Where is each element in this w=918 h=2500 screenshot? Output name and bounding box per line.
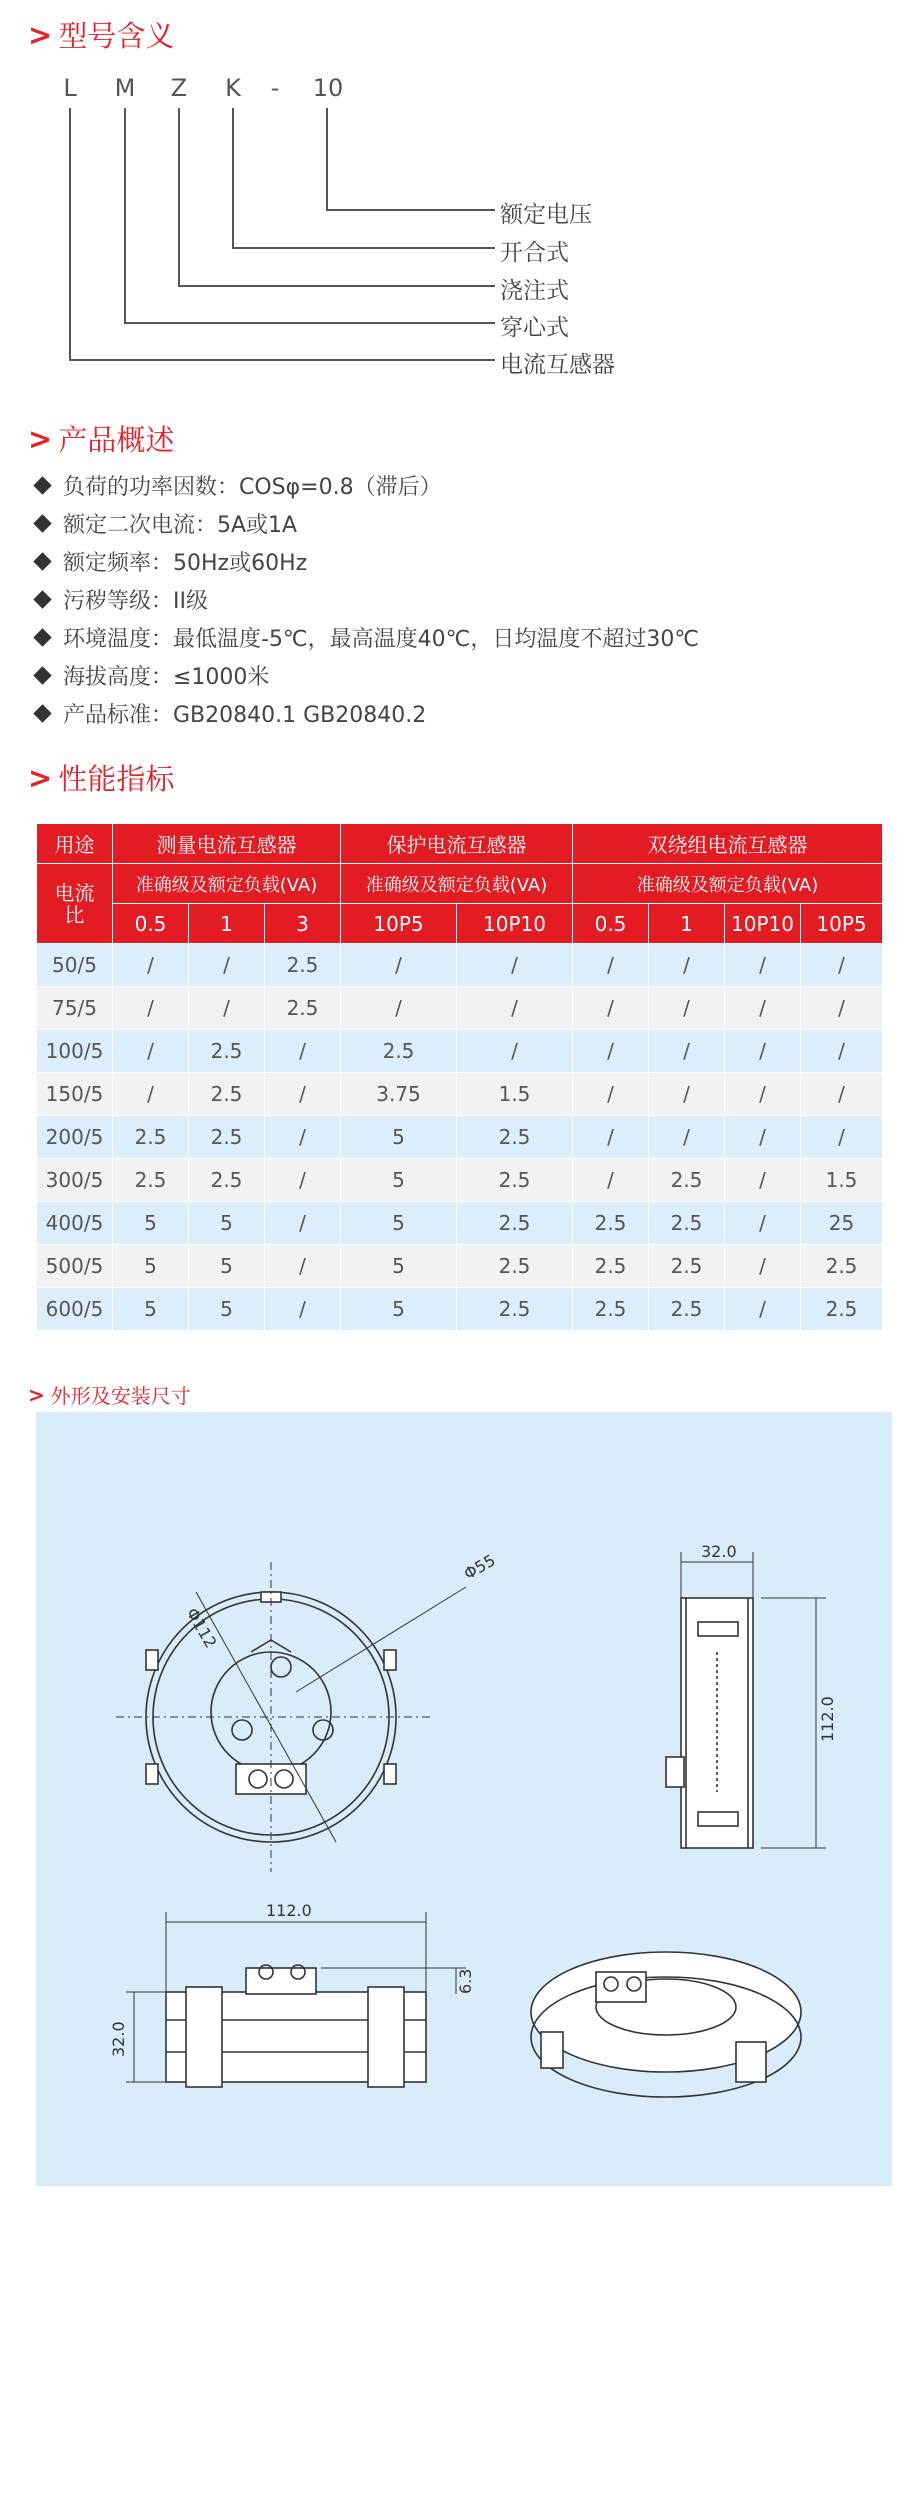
value-cell: 1.5 — [457, 1073, 573, 1116]
subcolumn-header: 10P10 — [457, 904, 573, 944]
value-cell: / — [649, 987, 725, 1030]
list-item: 海拔高度：≤1000米 — [30, 656, 699, 694]
dim-label-plan-width: 112.0 — [266, 1901, 312, 1920]
header-ratio: 电流比 — [37, 864, 113, 944]
model-meaning-cast: 浇注式 — [500, 278, 569, 304]
list-item: 产品标准：GB20840.1 GB20840.2 — [30, 694, 699, 732]
value-cell: 5 — [113, 1245, 189, 1288]
value-cell: / — [265, 1030, 341, 1073]
model-code-dash: - — [270, 74, 280, 102]
header-group-dual: 双绕组电流互感器 — [573, 824, 883, 864]
value-cell: / — [573, 1030, 649, 1073]
header-accuracy-measuring: 准确级及额定负载(VA) — [113, 864, 341, 904]
table-row — [37, 1245, 883, 1288]
value-cell: / — [725, 1159, 801, 1202]
model-meaning-voltage: 额定电压 — [500, 202, 592, 228]
value-cell: 5 — [113, 1202, 189, 1245]
table-row — [37, 987, 883, 1030]
model-code-m: M — [114, 74, 136, 102]
dim-label-d112: Φ112 — [182, 1604, 221, 1652]
value-cell: / — [341, 944, 457, 987]
value-cell: / — [573, 1073, 649, 1116]
value-cell: 2.5 — [457, 1202, 573, 1245]
value-cell: / — [649, 944, 725, 987]
value-cell: 2.5 — [801, 1288, 883, 1331]
subcolumn-header: 1 — [649, 904, 725, 944]
model-meaning-through: 穿心式 — [500, 315, 569, 341]
model-code-voltage: 10 — [312, 74, 344, 102]
value-cell: 1.5 — [801, 1159, 883, 1202]
value-cell: / — [457, 944, 573, 987]
value-cell: / — [801, 1030, 883, 1073]
value-cell: 2.5 — [649, 1159, 725, 1202]
value-cell: / — [265, 1073, 341, 1116]
performance-table — [36, 823, 883, 1331]
overview-list — [30, 466, 699, 732]
chevron-right-icon: > — [28, 17, 53, 52]
header-accuracy-protection: 准确级及额定负载(VA) — [341, 864, 573, 904]
model-code-l: L — [63, 74, 77, 102]
ratio-cell: 600/5 — [37, 1288, 113, 1331]
value-cell: / — [265, 1116, 341, 1159]
value-cell: 5 — [341, 1159, 457, 1202]
value-cell: / — [457, 1030, 573, 1073]
table-row — [37, 944, 883, 987]
value-cell: / — [801, 1116, 883, 1159]
subcolumn-header: 0.5 — [113, 904, 189, 944]
header-accuracy-dual: 准确级及额定负载(VA) — [573, 864, 883, 904]
value-cell: / — [265, 1245, 341, 1288]
model-leader-lines — [0, 0, 918, 400]
value-cell: 5 — [113, 1288, 189, 1331]
value-cell: 5 — [189, 1288, 265, 1331]
value-cell: / — [725, 1288, 801, 1331]
list-item: 环境温度：最低温度-5℃，最高温度40℃，日均温度不超过30℃ — [30, 618, 699, 656]
value-cell: / — [801, 987, 883, 1030]
plan-view — [126, 1912, 466, 2087]
value-cell: / — [725, 1245, 801, 1288]
value-cell: / — [649, 1073, 725, 1116]
ratio-cell: 500/5 — [37, 1245, 113, 1288]
value-cell: 2.5 — [113, 1159, 189, 1202]
ratio-cell: 200/5 — [37, 1116, 113, 1159]
value-cell: / — [649, 1116, 725, 1159]
value-cell: / — [573, 1159, 649, 1202]
ratio-cell: 300/5 — [37, 1159, 113, 1202]
table-row — [37, 1030, 883, 1073]
value-cell: / — [725, 1202, 801, 1245]
subcolumn-header: 3 — [265, 904, 341, 944]
value-cell: / — [265, 1288, 341, 1331]
dim-label-side-height: 112.0 — [818, 1696, 837, 1742]
value-cell: / — [113, 944, 189, 987]
subcolumn-header: 1 — [189, 904, 265, 944]
ratio-cell: 50/5 — [37, 944, 113, 987]
value-cell: / — [113, 987, 189, 1030]
diamond-bullet-icon — [33, 552, 51, 570]
table-row — [37, 1288, 883, 1331]
value-cell: 2.5 — [649, 1288, 725, 1331]
model-code-k: K — [225, 74, 241, 102]
model-meaning-split: 开合式 — [500, 240, 569, 266]
value-cell: / — [573, 987, 649, 1030]
value-cell: / — [801, 944, 883, 987]
value-cell: 2.5 — [457, 1116, 573, 1159]
value-cell: / — [341, 987, 457, 1030]
list-item: 污秽等级：II级 — [30, 580, 699, 618]
value-cell: 2.5 — [649, 1245, 725, 1288]
list-item: 额定频率：50Hz或60Hz — [30, 542, 699, 580]
value-cell: 25 — [801, 1202, 883, 1245]
subcolumn-header-row — [37, 904, 883, 944]
table-row — [37, 1202, 883, 1245]
value-cell: 2.5 — [189, 1030, 265, 1073]
value-cell: / — [725, 987, 801, 1030]
technical-drawing — [36, 1412, 892, 2186]
value-cell: 2.5 — [649, 1202, 725, 1245]
value-cell: / — [573, 1116, 649, 1159]
chevron-right-icon: > — [28, 1382, 45, 1407]
value-cell: 2.5 — [457, 1245, 573, 1288]
table-row — [37, 1116, 883, 1159]
subcolumn-header: 0.5 — [573, 904, 649, 944]
dim-label-side-width: 32.0 — [701, 1542, 737, 1561]
ratio-cell: 100/5 — [37, 1030, 113, 1073]
header-use: 用途 — [37, 824, 113, 864]
value-cell: 5 — [189, 1202, 265, 1245]
model-code-z: Z — [170, 74, 188, 102]
dim-label-d55: Φ55 — [460, 1550, 499, 1584]
value-cell: / — [265, 1159, 341, 1202]
diamond-bullet-icon — [33, 476, 51, 494]
section-title-dimensions: > 外形及安装尺寸 — [28, 1382, 191, 1408]
value-cell: 2.5 — [573, 1202, 649, 1245]
value-cell: / — [113, 1073, 189, 1116]
value-cell: 2.5 — [573, 1288, 649, 1331]
section-title-model: > 型号含义 — [28, 17, 175, 53]
diamond-bullet-icon — [33, 628, 51, 646]
value-cell: 2.5 — [189, 1116, 265, 1159]
subcolumn-header: 10P10 — [725, 904, 801, 944]
value-cell: 2.5 — [113, 1116, 189, 1159]
list-item: 负荷的功率因数：COSφ=0.8（滞后） — [30, 466, 699, 504]
section-title-overview: > 产品概述 — [28, 421, 175, 457]
isometric-view — [531, 1952, 801, 2097]
value-cell: 5 — [341, 1245, 457, 1288]
value-cell: / — [801, 1073, 883, 1116]
header-group-protection: 保护电流互感器 — [341, 824, 573, 864]
ratio-cell: 400/5 — [37, 1202, 113, 1245]
diamond-bullet-icon — [33, 666, 51, 684]
value-cell: 5 — [341, 1116, 457, 1159]
value-cell: / — [265, 1202, 341, 1245]
value-cell: 2.5 — [189, 1159, 265, 1202]
dim-label-terminal: 6.3 — [456, 1968, 475, 1994]
value-cell: / — [725, 944, 801, 987]
value-cell: 2.5 — [801, 1245, 883, 1288]
value-cell: 5 — [341, 1202, 457, 1245]
value-cell: / — [725, 1073, 801, 1116]
value-cell: 2.5 — [573, 1245, 649, 1288]
value-cell: / — [649, 1030, 725, 1073]
diamond-bullet-icon — [33, 704, 51, 722]
subcolumn-header: 10P5 — [341, 904, 457, 944]
dimension-drawing-panel — [36, 1412, 892, 2186]
diamond-bullet-icon — [33, 590, 51, 608]
chevron-right-icon: > — [28, 421, 53, 456]
value-cell: 2.5 — [189, 1073, 265, 1116]
value-cell: / — [725, 1030, 801, 1073]
chevron-right-icon: > — [28, 760, 53, 795]
value-cell: 5 — [341, 1288, 457, 1331]
model-meaning-ct: 电流互感器 — [500, 352, 615, 378]
value-cell: / — [113, 1030, 189, 1073]
side-view — [666, 1552, 826, 1848]
value-cell: 2.5 — [265, 987, 341, 1030]
table-row — [37, 1073, 883, 1116]
subcolumn-header: 10P5 — [801, 904, 883, 944]
value-cell: / — [573, 944, 649, 987]
ratio-cell: 75/5 — [37, 987, 113, 1030]
value-cell: / — [457, 987, 573, 1030]
dim-label-plan-thickness: 32.0 — [109, 2021, 128, 2057]
list-item: 额定二次电流：5A或1A — [30, 504, 699, 542]
table-row — [37, 1159, 883, 1202]
table-body — [37, 944, 883, 1331]
value-cell: 2.5 — [457, 1159, 573, 1202]
value-cell: / — [725, 1116, 801, 1159]
value-cell: 2.5 — [457, 1288, 573, 1331]
value-cell: / — [189, 987, 265, 1030]
value-cell: 2.5 — [341, 1030, 457, 1073]
section-title-performance: > 性能指标 — [28, 760, 175, 796]
diamond-bullet-icon — [33, 514, 51, 532]
ratio-cell: 150/5 — [37, 1073, 113, 1116]
value-cell: 5 — [189, 1245, 265, 1288]
header-group-measuring: 测量电流互感器 — [113, 824, 341, 864]
value-cell: 3.75 — [341, 1073, 457, 1116]
value-cell: 2.5 — [265, 944, 341, 987]
value-cell: / — [189, 944, 265, 987]
front-view — [116, 1562, 466, 1872]
